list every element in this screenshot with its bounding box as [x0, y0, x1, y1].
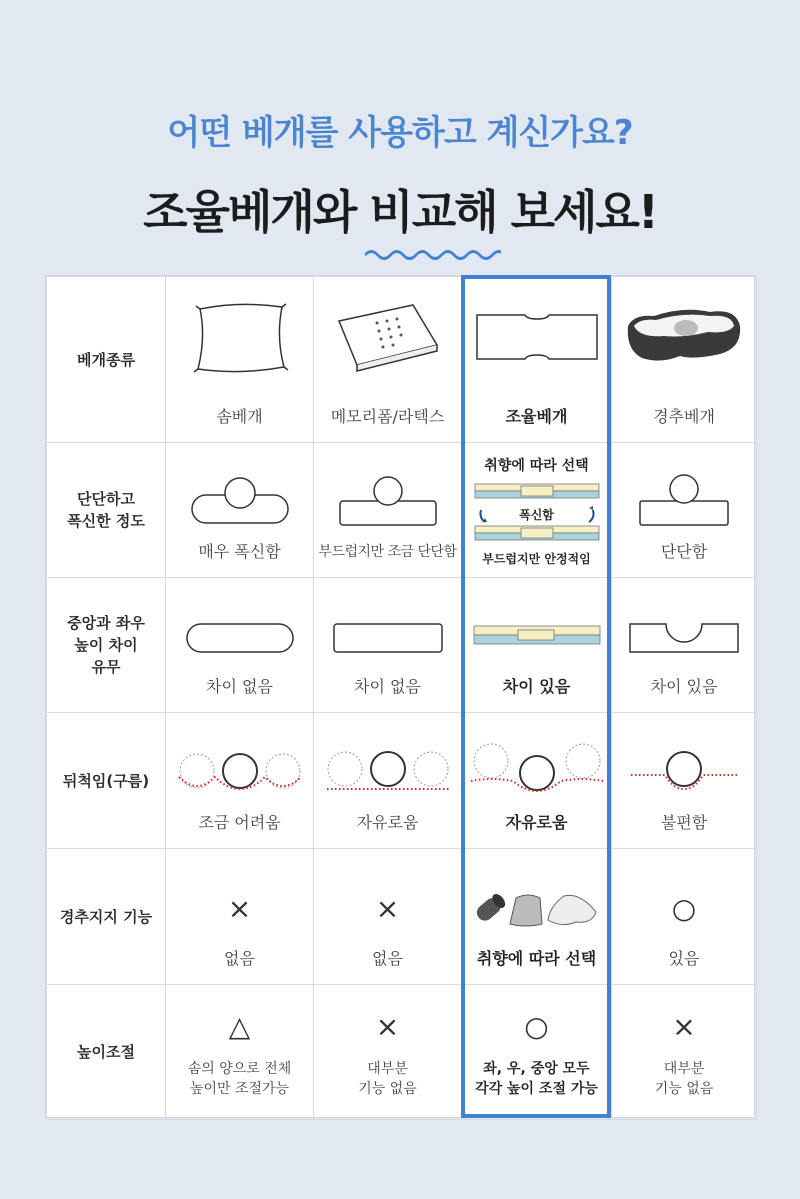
firmness-joyul-mid-label: 폭신함: [519, 507, 554, 522]
height-diff-cotton-label: 차이 없음: [206, 677, 273, 696]
rolling-cotton-label: 조금 어려움: [198, 813, 281, 832]
rolling-difficult-diagram: [177, 735, 303, 811]
circle-mark-icon: ○: [671, 892, 697, 925]
headline-title: [143, 176, 657, 242]
support-options-icon: [472, 871, 602, 947]
cervical-memory-label: 없음: [372, 949, 403, 968]
row-label-height-diff: 중앙과 좌우 높이 차이 유무: [47, 578, 166, 713]
firmness-joyul-top-label: 취향에 따라 선택: [484, 458, 589, 474]
adjust-cervical-line2: 기능 없음: [654, 1081, 714, 1097]
row-label-pillow-type: 베개종류: [47, 277, 166, 443]
rolling-memory-label: 자유로움: [356, 813, 419, 832]
x-mark-icon: ×: [375, 1010, 400, 1043]
adjust-cotton-line2: 높이만 조절가능: [189, 1081, 290, 1097]
firmness-cotton-label: 매우 폭신함: [198, 542, 281, 561]
joyul-firmness-diagram: [473, 482, 601, 544]
row-firmness: [47, 443, 757, 578]
rounded-flat-diagram: [185, 600, 295, 676]
firmness-joyul-bottom-label: 부드럽지만 안정적임: [482, 552, 591, 566]
row-label-height-adjust: 높이조절: [47, 985, 166, 1120]
comparison-table: [45, 275, 755, 1118]
headline-subtitle: 어떤 베개를 사용하고 계신가요?: [167, 113, 633, 153]
rolling-free-diagram: [325, 735, 451, 811]
rolling-cervical-label: 불편함: [660, 813, 708, 832]
type-joyul-label: 조율베개: [505, 407, 568, 426]
notched-block-diagram: [628, 600, 740, 676]
cervical-pillow-icon: [624, 299, 744, 375]
cervical-cotton-label: 없음: [224, 949, 255, 968]
height-diff-memory-label: 차이 없음: [354, 677, 421, 696]
firm-diagram: [634, 465, 734, 541]
headline: [0, 105, 800, 242]
x-mark-icon: ×: [672, 1010, 696, 1043]
row-label-cervical-support: 경추지지 기능: [47, 849, 166, 985]
slightly-firm-diagram: [336, 465, 440, 541]
row-rolling: [47, 713, 757, 849]
rolling-joyul-label: 자유로움: [505, 813, 568, 832]
type-memory-label: 메모리폼/라텍스: [330, 407, 445, 426]
triangle-mark-icon: △: [228, 1010, 251, 1043]
x-mark-icon: ×: [227, 892, 252, 925]
joyul-pillow-icon: [475, 299, 599, 375]
row-height-diff: [47, 578, 757, 713]
adjust-joyul-line2: 각각 높이 조절 가능: [475, 1081, 598, 1097]
title-part-2: 보세요!: [496, 185, 657, 239]
adjust-cotton-line1: 솜의 양으로 전체: [187, 1061, 292, 1077]
adjust-memory-line2: 기능 없음: [358, 1081, 417, 1097]
very-soft-diagram: [188, 465, 292, 541]
joyul-layered-diagram: [472, 600, 602, 676]
row-label-rolling: 뒤척임(구름): [47, 713, 166, 849]
row-label-firmness: 단단하고 폭신한 정도: [47, 443, 166, 578]
adjust-cervical-line1: 대부분: [663, 1061, 705, 1077]
type-cervical-label: 경추베개: [653, 407, 715, 426]
title-highlight-text: 비교해: [369, 185, 497, 239]
adjust-memory-line1: 대부분: [367, 1061, 408, 1077]
cotton-pillow-icon: [190, 299, 290, 375]
firmness-cervical-label: 단단함: [660, 542, 708, 561]
cervical-joyul-label: 취향에 따라 선택: [476, 949, 597, 968]
height-diff-cervical-label: 차이 있음: [650, 677, 718, 696]
title-highlight: [369, 176, 496, 242]
wavy-underline: [365, 248, 500, 262]
x-mark-icon: ×: [375, 892, 400, 925]
flat-block-diagram: [332, 600, 444, 676]
row-pillow-type: [47, 277, 757, 443]
rolling-uncomfortable-diagram: [629, 735, 739, 811]
cervical-cervical-label: 있음: [668, 949, 700, 968]
title-part-1: 조율베개와: [143, 185, 370, 239]
type-cotton-label: 솜베개: [216, 407, 263, 426]
row-height-adjust: [47, 985, 757, 1120]
row-cervical-support: [47, 849, 757, 985]
height-diff-joyul-label: 차이 있음: [502, 677, 571, 696]
rolling-joyul-diagram: [469, 735, 605, 811]
memory-foam-pillow-icon: [333, 299, 443, 375]
firmness-memory-label: 부드럽지만 조금 단단함: [318, 544, 457, 560]
adjust-joyul-line1: 좌, 우, 중앙 모두: [483, 1061, 590, 1077]
circle-mark-icon: ○: [524, 1010, 549, 1043]
